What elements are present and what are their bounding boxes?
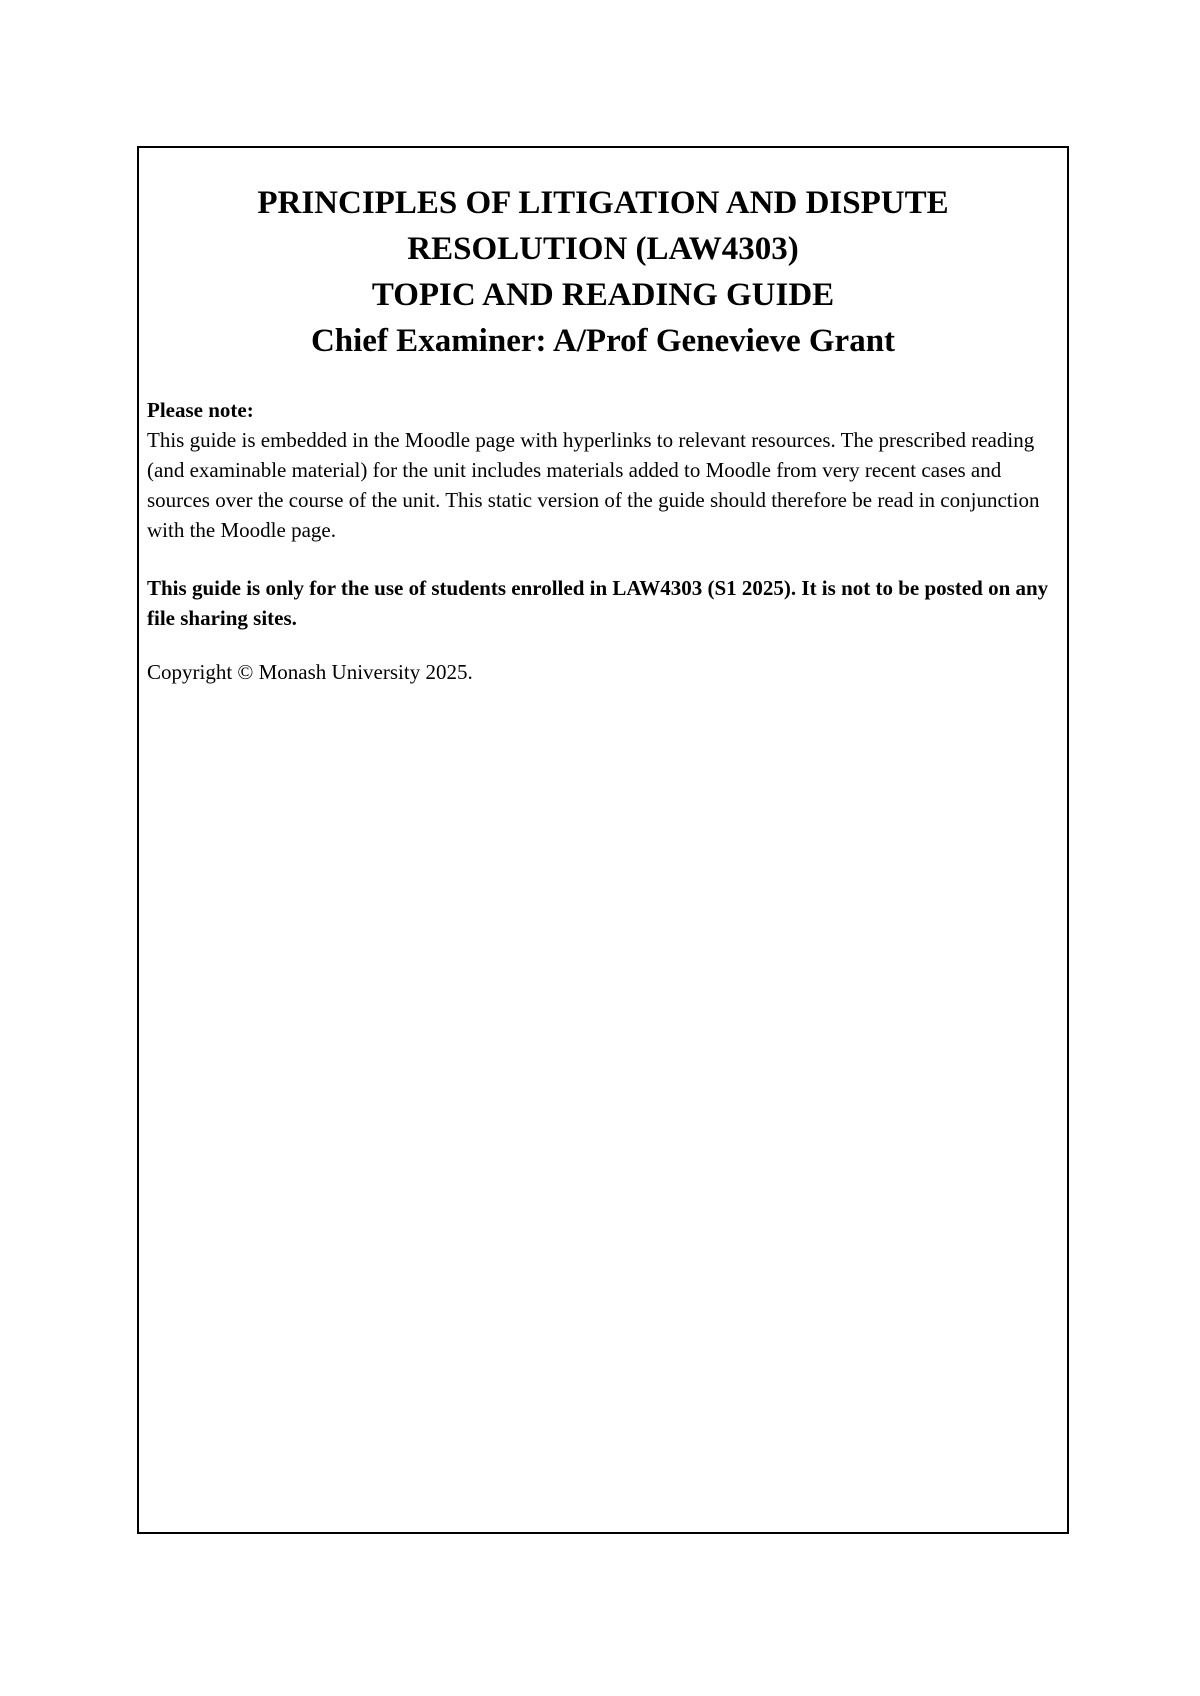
page-border-frame: [137, 146, 1069, 1534]
document-title: [139, 180, 1067, 364]
title-line-examiner: Chief Examiner: A/Prof Genevieve Grant: [310, 323, 896, 359]
copyright-notice: Copyright © Monash University 2025.: [147, 660, 473, 684]
note-heading: Please note:: [147, 398, 254, 422]
title-line-guide: TOPIC AND READING GUIDE: [371, 277, 835, 313]
title-line-course-code: RESOLUTION (LAW4303): [407, 231, 799, 267]
document-body: [147, 395, 1063, 687]
usage-warning: This guide is only for the use of students enrolled in LAW4303 (S1 2025). It is not to be posted on any file sharing sites.: [147, 576, 1049, 630]
note-paragraph: This guide is embedded in the Moodle page with hyperlinks to relevant resources. The prescribed reading (and examinable material) for the unit includes materials added to Moodle from very recent cases and sources over the course of the unit. This static version of the guide should therefore be read in conjunction with the Moodle page.: [147, 428, 1040, 542]
title-line-course: PRINCIPLES OF LITIGATION AND DISPUTE: [257, 185, 949, 221]
